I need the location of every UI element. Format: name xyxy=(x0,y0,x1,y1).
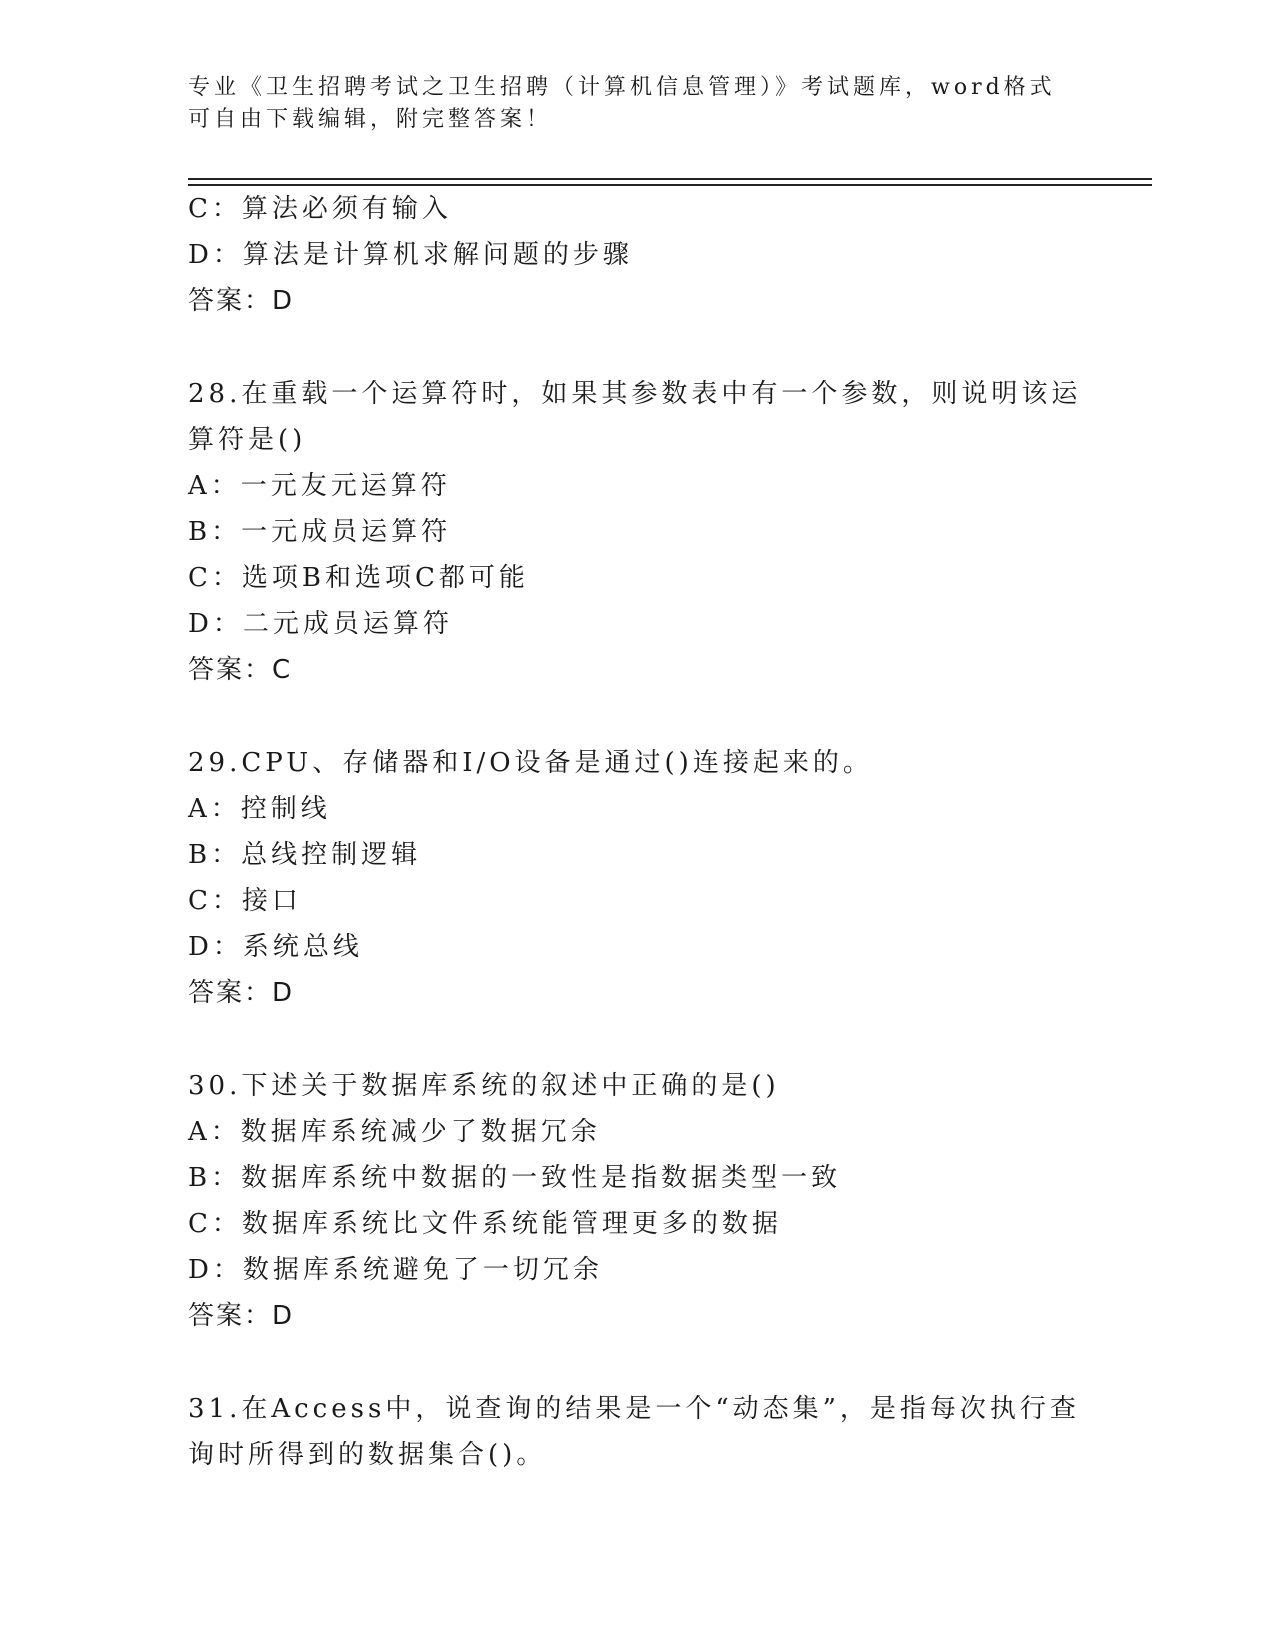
option-d: D：系统总线 xyxy=(188,932,363,962)
option-b: B：总线控制逻辑 xyxy=(188,840,422,870)
question-text: 28.在重载一个运算符时，如果其参数表中有一个参数，则说明该运算符是() xyxy=(188,379,1082,455)
option-a: A：控制线 xyxy=(188,794,331,824)
answer-line: 答案：D xyxy=(188,286,295,316)
option-b: B：数据库系统中数据的一致性是指数据类型一致 xyxy=(188,1163,842,1193)
answer-line: 答案：D xyxy=(188,978,295,1008)
question-item xyxy=(188,1386,1088,1478)
header-description: 专业《卫生招聘考试之卫生招聘（计算机信息管理）》考试题库，word格式可自由下载编辑，附完整答案！ xyxy=(188,75,1056,132)
option-a: A：数据库系统减少了数据冗余 xyxy=(188,1117,601,1147)
question-item xyxy=(188,371,1088,693)
question-text: 29.CPU、存储器和I/O设备是通过()连接起来的。 xyxy=(188,748,873,778)
option-d: D：算法是计算机求解问题的步骤 xyxy=(188,240,633,270)
option-a: A：一元友元运算符 xyxy=(188,471,451,501)
question-text: 31.在Access中，说查询的结果是一个“动态集”，是指每次执行查询时所得到的数据集合()。 xyxy=(188,1394,1080,1470)
question-text: 30.下述关于数据库系统的叙述中正确的是() xyxy=(188,1071,780,1101)
option-c: C：选项B和选项C都可能 xyxy=(188,563,529,593)
option-d: D：二元成员运算符 xyxy=(188,609,453,639)
question-list xyxy=(188,186,1088,1525)
option-b: B：一元成员运算符 xyxy=(188,517,452,547)
answer-line: 答案：D xyxy=(188,1301,295,1331)
option-c: C：算法必须有输入 xyxy=(188,194,452,224)
question-item xyxy=(188,1063,1088,1339)
option-c: C：数据库系统比文件系统能管理更多的数据 xyxy=(188,1209,782,1239)
question-item xyxy=(188,186,1088,324)
question-item xyxy=(188,740,1088,1016)
option-d: D：数据库系统避免了一切冗余 xyxy=(188,1255,603,1285)
option-c: C：接口 xyxy=(188,886,302,916)
header-rule-top xyxy=(188,178,1152,180)
answer-line: 答案：C xyxy=(188,655,293,685)
